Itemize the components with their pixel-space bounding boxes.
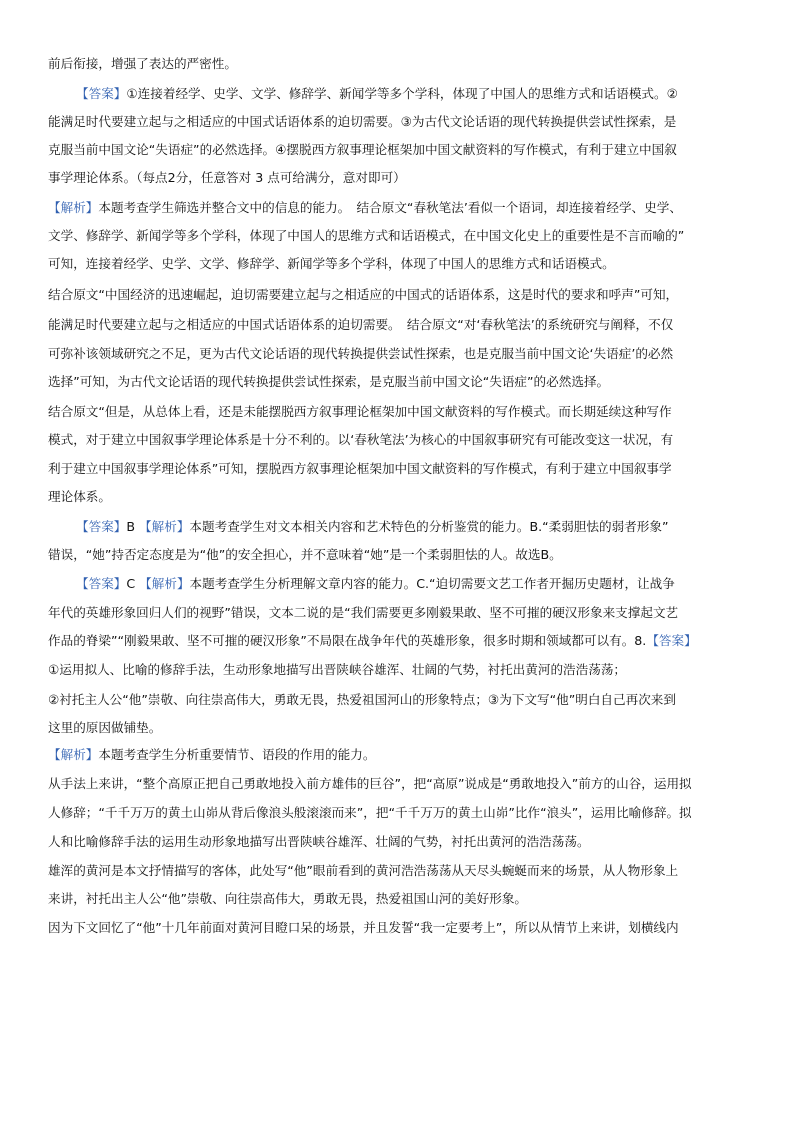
text-line: 事学理论体系。（每点2分，任意答对 3 点可给满分，意对即可） <box>48 170 406 185</box>
text-line: 结合原文“中国经济的迅速崛起，迫切需要建立起与之相适应的中国式的话语体系，这是时代的要求和呼声”可知， <box>48 287 679 302</box>
text-line: 错误，“她”持否定态度是为“他”的安全担心，并不意味着“她”是一个柔弱胆怯的人。故选B。 <box>48 547 562 562</box>
answer-line: 【答案】C 【解析】本题考查学生分析理解文章内容的能力。C.“迫切需要文艺工作者开掘历史题材，让战争 <box>76 576 675 591</box>
text-line: 选择”可知，为古代文论话语的现代转换提供尝试性探索，是克服当前中国文论“失语症”的必然选择。 <box>48 374 610 389</box>
section-tag: 【解析】 <box>139 576 190 591</box>
text-line: 能满足时代要建立起与之相适应的中国式话语体系的迫切需要。③为古代文论话语的现代转换提供尝试性探索，是 <box>48 114 677 129</box>
text-line: 可弥补该领域研究之不足，更为古代文论话语的现代转换提供尝试性探索，也是克服当前中国文论‘失语症’的必然 <box>48 346 674 361</box>
text-line: 结合原文“但是，从总体上看，还是未能摆脱西方叙事理论框架加中国文献资料的写作模式。而长期延续这种写作 <box>48 404 672 419</box>
text-line: 前后衔接，增强了表达的严密性。 <box>48 56 237 71</box>
section-tag: 【解析】 <box>48 747 99 762</box>
section-tag: 【答案】 <box>76 519 127 534</box>
text-line: 来讲，衬托出主人公“他”崇敬、向往崇高伟大，勇敢无畏，热爱祖国山河的美好形象。 <box>48 891 528 906</box>
text-line: 因为下文回忆了“他”十几年前面对黄河目瞪口呆的场景，并且发誓“我一定要考上”，所以从情节上来讲，划横线内 <box>48 920 679 935</box>
section-tag: 【解析】 <box>139 519 190 534</box>
text-line: 可知，连接着经学、史学、文学、修辞学、新闻学等多个学科，体现了中国人的思维方式和话语模式。 <box>48 256 615 271</box>
analysis-line: 【解析】本题考查学生筛选并整合文中的信息的能力。 结合原文“春秋笔法’看似一个语词，却连接着经学、史学、 <box>48 200 682 215</box>
section-tag: 【答案】 <box>76 576 127 591</box>
text-line: 利于建立中国叙事学理论体系”可知，摆脱西方叙事理论框架加中国文献资料的写作模式，有利于建立中国叙事学 <box>48 461 672 476</box>
text-line: 人和比喻修辞手法的运用生动形象地描写出晋陕峡谷雄浑、壮阔的气势，衬托出黄河的浩浩荡荡。 <box>48 834 590 849</box>
section-tag: 【答案】 <box>646 633 697 648</box>
text-line: 人修辞；“千千万万的黄土山峁从背后像浪头般滚滚而来”，把“千千万万的黄土山峁”比作“浪头”，运用比喻修辞。拟 <box>48 805 692 820</box>
section-tag: 【答案】 <box>76 86 127 101</box>
section-tag: 【解析】 <box>48 200 99 215</box>
text-line: 年代的英雄形象回归人们的视野”错误，文本二说的是“我们需要更多刚毅果敢、坚不可摧的硬汉形象来支撑起文艺 <box>48 605 679 620</box>
text-line: 文学、修辞学、新闻学等多个学科，体现了中国人的思维方式和话语模式，在中国文化史上的重要性是不言而喻的” <box>48 228 685 243</box>
text-line: 理论体系。 <box>48 489 111 504</box>
text-line: ②衬托主人公“他”崇敬、向往崇高伟大，勇敢无畏，热爱祖国河山的形象特点；③为下文写“他”明白自己再次来到 <box>48 692 676 707</box>
analysis-line: 【解析】本题考查学生分析重要情节、语段的作用的能力。 <box>48 747 376 762</box>
text-line: 克服当前中国文论“失语症”的必然选择。④摆脱西方叙事理论框架加中国文献资料的写作模式，有利于建立中国叙 <box>48 142 677 157</box>
answer-line: 【答案】①连接着经学、史学、文学、修辞学、新闻学等多个学科，体现了中国人的思维方式和话语模式。② <box>76 86 678 101</box>
text-line: ①运用拟人、比喻的修辞手法，生动形象地描写出晋陕峡谷雄浑、壮阔的气势，衬托出黄河的浩浩荡荡； <box>48 662 627 677</box>
answer-line: 【答案】B 【解析】本题考查学生对文本相关内容和艺术特色的分析鉴赏的能力。B.“柔弱胆怯的弱者形象” <box>76 519 669 534</box>
text-line: 作品的脊梁”“刚毅果敢、坚不可摧的硬汉形象”不局限在战争年代的英雄形象，很多时期和领域都可以有。8.【答案】 <box>48 633 697 648</box>
text-line: 雄浑的黄河是本文抒情描写的客体，此处写“他”眼前看到的黄河浩浩荡荡从天尽头蜿蜒而来的场景，从人物形象上 <box>48 863 679 878</box>
text-line: 能满足时代要建立起与之相适应的中国式话语体系的迫切需要。 结合原文“对‘春秋笔法’的系统研究与阐释，不仅 <box>48 317 674 332</box>
text-line: 这里的原因做铺垫。 <box>48 720 162 735</box>
text-line: 从手法上来讲，“整个高原正把自己勇敢地投入前方雄伟的巨谷”，把“高原”说成是“勇敢地投入”前方的山谷，运用拟 <box>48 776 692 791</box>
text-line: 模式，对于建立中国叙事学理论体系是十分不利的。以‘春秋笔法’为核心的中国叙事研究有可能改变这一状况，有 <box>48 432 674 447</box>
